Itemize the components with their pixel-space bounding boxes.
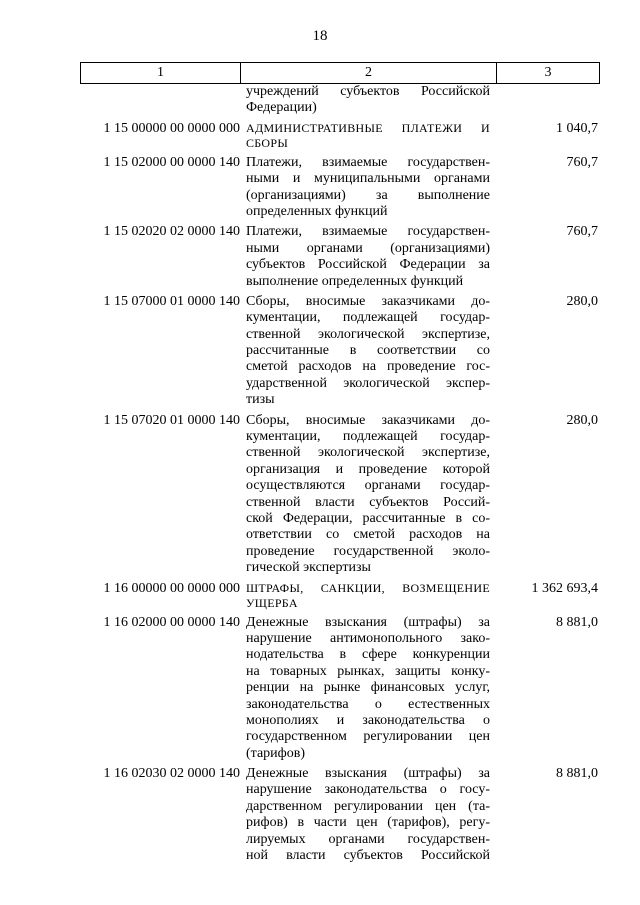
income-name-line: на товарных рынках, защиты конку- (246, 663, 490, 679)
income-name-line: ответствии со сметой расходов на (246, 527, 490, 543)
income-name (246, 413, 490, 577)
income-name-line: ными и муниципальными органами (246, 171, 490, 187)
income-name-line: законодательства о естественных (246, 696, 490, 712)
table-row (80, 224, 600, 290)
income-name (246, 121, 490, 151)
page-number: 18 (312, 28, 328, 44)
budget-code: 1 16 00000 00 0000 000 (103, 580, 240, 596)
amount-value: 280,0 (566, 412, 598, 428)
income-name-line: государственном регулировании цен (246, 729, 490, 745)
income-name-line: нарушение законодательства о госу- (246, 782, 490, 798)
income-name (246, 84, 490, 117)
income-name-line: субъектов Российской Федерации за (246, 257, 490, 273)
income-name-line: учреждений субъектов Российской (246, 84, 490, 99)
income-name (246, 766, 490, 864)
income-name-line: нарушение антимонопольного зако- (246, 630, 490, 646)
income-name-line: СБОРЫ (246, 135, 289, 150)
income-name-line: лируемых органами государствен- (246, 831, 490, 847)
income-name-line: ренции на рынке финансовых услуг, (246, 680, 490, 696)
amount-value: 1 362 693,4 (531, 580, 598, 596)
income-name-line: ской Федерации, рассчитанные в со- (246, 510, 490, 526)
table-row (80, 84, 600, 117)
income-name-line: осуществляются органами государ- (246, 478, 490, 494)
table-row (80, 121, 600, 151)
income-name-line: ной власти субъектов Российской (246, 848, 490, 864)
budget-code: 1 15 02000 00 0000 140 (103, 154, 240, 170)
table-body (80, 84, 600, 868)
budget-code: 1 15 07000 01 0000 140 (103, 293, 240, 309)
header-col-3: 3 (544, 65, 552, 80)
income-name-line: Денежные взыскания (штрафы) за (246, 766, 490, 782)
table-header (80, 62, 600, 84)
income-name (246, 581, 490, 611)
income-name-line: кументации, подлежащей государ- (246, 310, 490, 326)
table-row (80, 413, 600, 577)
income-name-line: ными органами (организациями) (246, 240, 490, 256)
amount-value: 8 881,0 (556, 766, 598, 782)
income-name (246, 294, 490, 409)
income-name-line: ственной власти субъектов Россий- (246, 494, 490, 510)
amount-value: 280,0 (566, 293, 598, 309)
income-name-line: (тарифов) (246, 745, 306, 761)
budget-code: 1 15 02020 02 0000 140 (103, 224, 240, 240)
table-row (80, 766, 600, 864)
income-name-line: тизы (246, 392, 275, 408)
table-row (80, 155, 600, 221)
income-name-line: (организациями) за выполнение (246, 187, 490, 203)
amount-value: 1 040,7 (556, 120, 598, 136)
income-name-line: кументации, подлежащей государ- (246, 429, 490, 445)
income-name-line: организация и проведение которой (246, 461, 490, 477)
income-name-line: гической экспертизы (246, 560, 371, 576)
income-name-line: ственной экологической экспертизе, (246, 445, 490, 461)
income-name-line: монополиях и законодательства о (246, 712, 490, 728)
table-row (80, 615, 600, 763)
budget-code: 1 16 02000 00 0000 140 (103, 614, 240, 630)
income-name-line: ШТРАФЫ, САНКЦИИ, ВОЗМЕЩЕНИЕ (246, 580, 490, 595)
income-name-line: сметой расходов на проведение гос- (246, 359, 490, 375)
table-row (80, 294, 600, 409)
income-name-line: Платежи, взимаемые государствен- (246, 154, 490, 170)
income-name-line: ударственной экологической экспер- (246, 375, 490, 391)
income-name-line: АДМИНИСТРАТИВНЫЕ ПЛАТЕЖИ И (246, 120, 490, 135)
income-name-line: Сборы, вносимые заказчиками до- (246, 412, 490, 428)
income-name-line: Федерации) (246, 100, 317, 116)
income-name (246, 224, 490, 290)
income-name (246, 155, 490, 221)
amount-value: 8 881,0 (556, 614, 598, 630)
income-name-line: определенных функций (246, 203, 388, 219)
income-name-line: Денежные взыскания (штрафы) за (246, 614, 490, 630)
income-name-line: ственной экологической экспертизе, (246, 326, 490, 342)
table-row (80, 581, 600, 611)
amount-value: 760,7 (566, 154, 598, 170)
income-name-line: дарственном регулировании цен (та- (246, 798, 490, 814)
budget-code: 1 15 00000 00 0000 000 (103, 120, 240, 136)
income-name-line: рифов) в части цен (тарифов), регу- (246, 815, 490, 831)
income-name-line: рассчитанные в соответствии со (246, 343, 490, 359)
budget-code: 1 16 02030 02 0000 140 (103, 766, 240, 782)
budget-code: 1 15 07020 01 0000 140 (103, 412, 240, 428)
income-name-line: проведение государственной эколо- (246, 543, 490, 559)
header-col-2: 2 (241, 63, 497, 83)
header-col-1: 1 (81, 63, 241, 83)
income-name-line: нодательства в сфере конкуренции (246, 647, 490, 663)
income-name (246, 615, 490, 763)
income-name-line: выполнение определенных функций (246, 273, 464, 289)
amount-value: 760,7 (566, 224, 598, 240)
income-name-line: Сборы, вносимые заказчиками до- (246, 293, 490, 309)
income-name-line: Платежи, взимаемые государствен- (246, 224, 490, 240)
income-name-line: УЩЕРБА (246, 595, 298, 610)
